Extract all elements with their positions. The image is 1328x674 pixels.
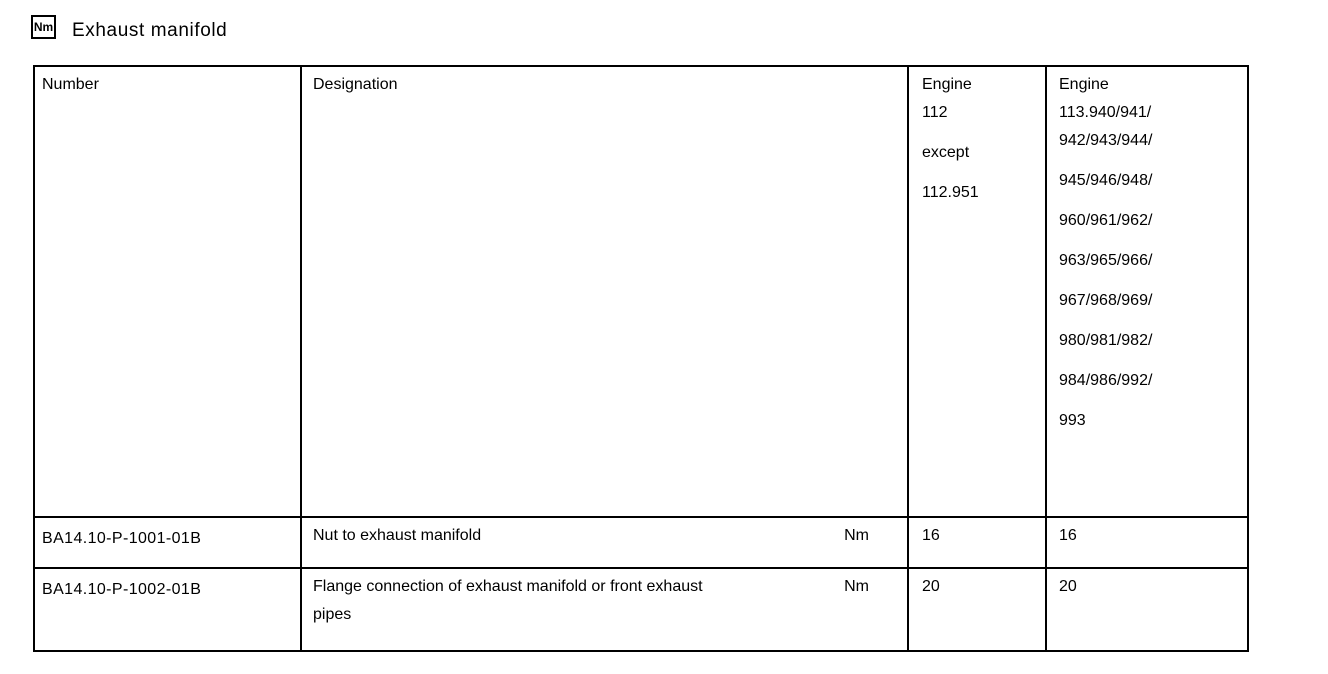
col-header-designation: Designation <box>301 66 908 517</box>
row-value-engine-112: 16 <box>908 517 1046 568</box>
row-designation-cell <box>301 517 908 568</box>
row-value-engine-113: 16 <box>1046 517 1248 568</box>
row-designation: Flange connection of exhaust manifold or front exhaust pipes <box>313 578 703 623</box>
row-value-engine-113: 20 <box>1046 568 1248 651</box>
engine-113-line: 980/981/982/ <box>1059 332 1153 349</box>
nm-torque-icon <box>31 15 56 39</box>
col-header-number: Number <box>34 66 301 517</box>
engine-113-line: 984/986/992/ <box>1059 372 1153 389</box>
row-unit: Nm <box>844 578 869 595</box>
table-row <box>34 568 1248 651</box>
engine-113-line: 993 <box>1059 412 1086 429</box>
row-designation: Nut to exhaust manifold <box>313 527 482 544</box>
engine-113-line: 945/946/948/ <box>1059 172 1153 189</box>
engine-112-line: except <box>922 144 970 161</box>
row-unit: Nm <box>844 527 869 544</box>
engine-113-line: 967/968/969/ <box>1059 292 1153 309</box>
designation-wrap <box>313 573 869 629</box>
engine-113-line: 963/965/966/ <box>1059 252 1153 269</box>
col-header-engine-113 <box>1046 66 1248 517</box>
col-header-engine-112 <box>908 66 1046 517</box>
row-number: BA14.10-P-1001-01B <box>34 517 301 568</box>
engine-113-line: 960/961/962/ <box>1059 212 1153 229</box>
engine-112-line: 112 <box>922 104 948 121</box>
row-designation-cell <box>301 568 908 651</box>
engine-112-line: Engine <box>922 76 972 93</box>
designation-wrap <box>313 522 869 550</box>
table-row <box>34 517 1248 568</box>
row-value-engine-112: 20 <box>908 568 1046 651</box>
page-title: Exhaust manifold <box>72 20 228 41</box>
engine-112-line: 112.951 <box>922 184 979 201</box>
table-header-row <box>34 66 1248 517</box>
engine-113-line: 942/943/944/ <box>1059 132 1153 149</box>
torque-spec-table <box>33 65 1249 652</box>
row-number: BA14.10-P-1002-01B <box>34 568 301 651</box>
nm-icon-label: Nm <box>33 20 54 34</box>
engine-113-line: Engine <box>1059 76 1109 93</box>
engine-113-line: 113.940/941/ <box>1059 104 1152 121</box>
